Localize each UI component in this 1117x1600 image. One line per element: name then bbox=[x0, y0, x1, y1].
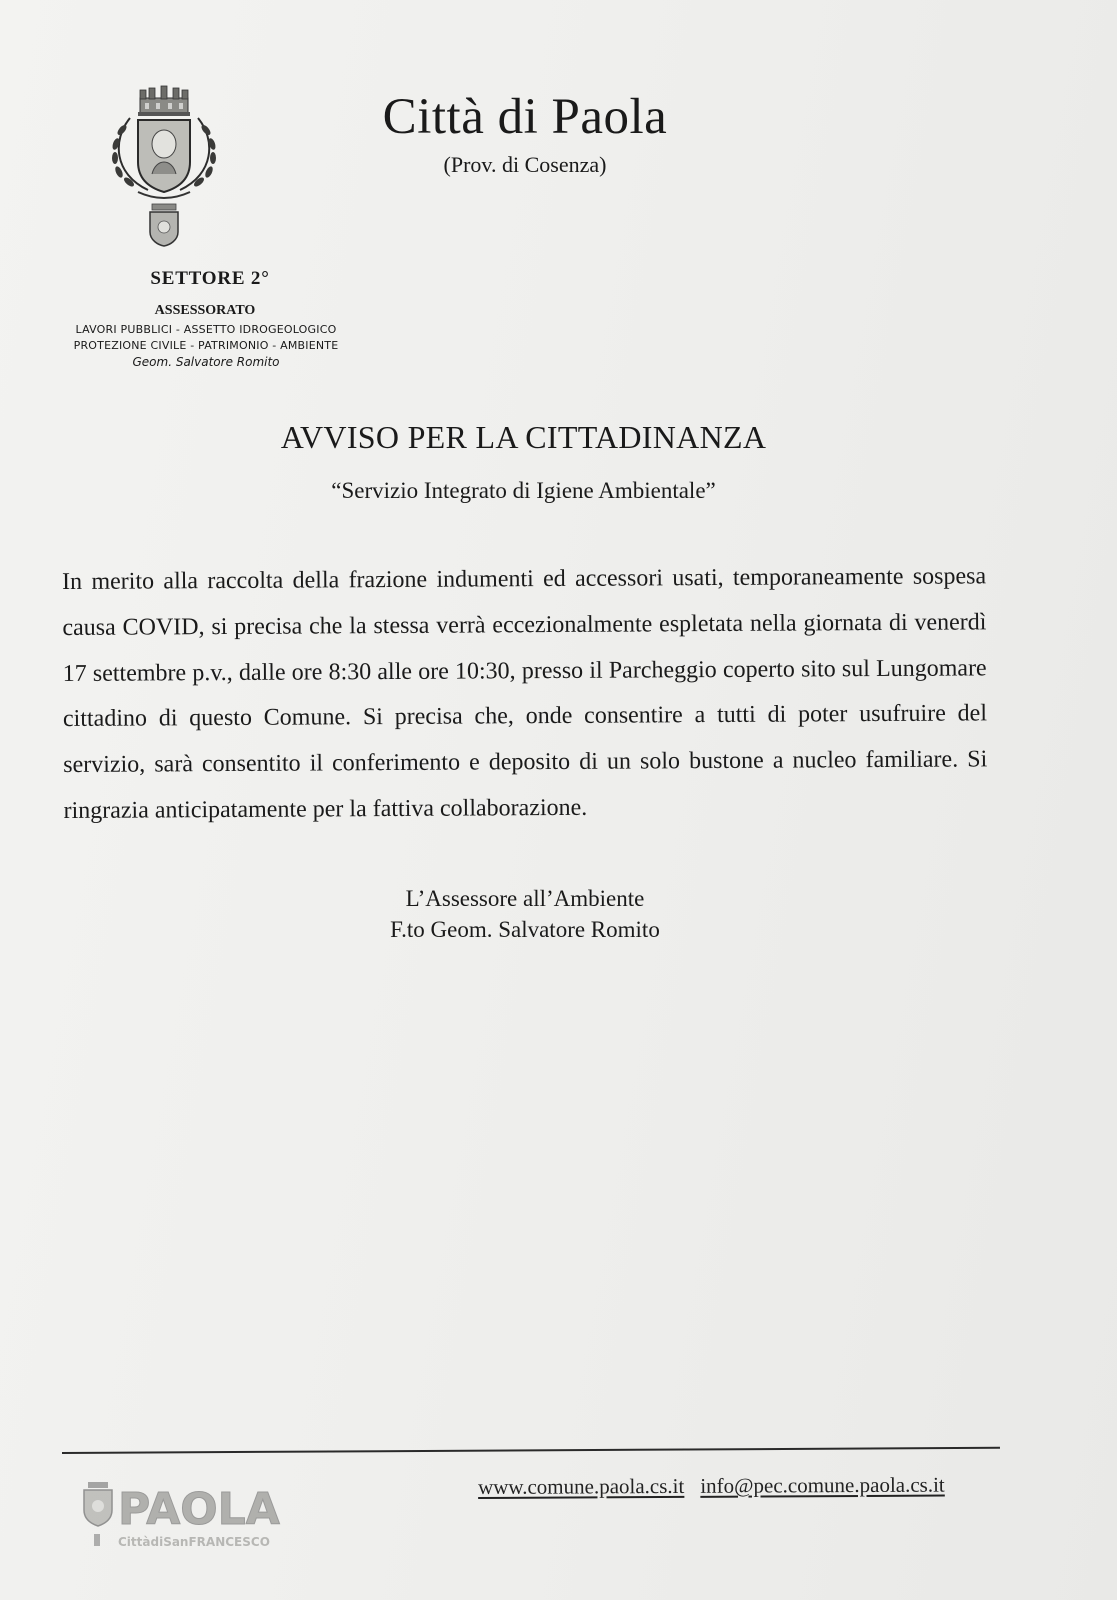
province-subtitle: (Prov. di Cosenza) bbox=[443, 152, 607, 177]
paola-logo-icon bbox=[80, 1478, 290, 1558]
signature-role: L’Assessore all’Ambiente bbox=[405, 886, 645, 911]
city-crest-icon bbox=[108, 78, 220, 253]
department-line-1: LAVORI PUBBLICI - ASSETTO IDROGEOLOGICO bbox=[75, 323, 337, 336]
notice-subtitle: “Servizio Integrato di Igiene Ambientale” bbox=[331, 478, 716, 503]
sector-heading: SETTORE 2° bbox=[150, 268, 270, 289]
department-heading: ASSESSORATO bbox=[154, 303, 256, 318]
footer-contacts bbox=[478, 1473, 945, 1500]
department-official-name: Geom. Salvatore Romito bbox=[132, 355, 280, 369]
website-link[interactable]: www.comune.paola.cs.it bbox=[478, 1473, 685, 1499]
svg-text:PAOLA: PAOLA bbox=[118, 1484, 280, 1535]
email-link[interactable]: info@pec.comune.paola.cs.it bbox=[700, 1472, 945, 1498]
department-line-2: PROTEZIONE CIVILE - PATRIMONIO - AMBIENTE bbox=[73, 339, 339, 352]
city-title: Città di Paola bbox=[382, 89, 668, 145]
footer-divider bbox=[62, 1447, 1000, 1454]
notice-title: AVVISO PER LA CITTADINANZA bbox=[280, 419, 767, 455]
svg-text:CittàdiSanFRANCESCO: CittàdiSanFRANCESCO bbox=[118, 1535, 270, 1549]
signature-name: F.to Geom. Salvatore Romito bbox=[390, 917, 660, 942]
notice-body: In merito alla raccolta della frazione indumenti ed accessori usati, temporaneamente sospesa causa COVID, si precisa che la stessa verrà eccezionalmente espletata nella giornata di venerdì 17 settembre p.v., dalle ore 8:30 alle ore 10:30, presso il Parcheggio coperto sito sul Lungomare cittadino di questo Comune. Si precisa che, onde consentire a tutti di poter usufruire del servizio, sarà consentito il conferimento e deposito di un solo bustone a nucleo familiare. Si ringrazia anticipatamente per la fattiva collaborazione. bbox=[62, 563, 988, 824]
